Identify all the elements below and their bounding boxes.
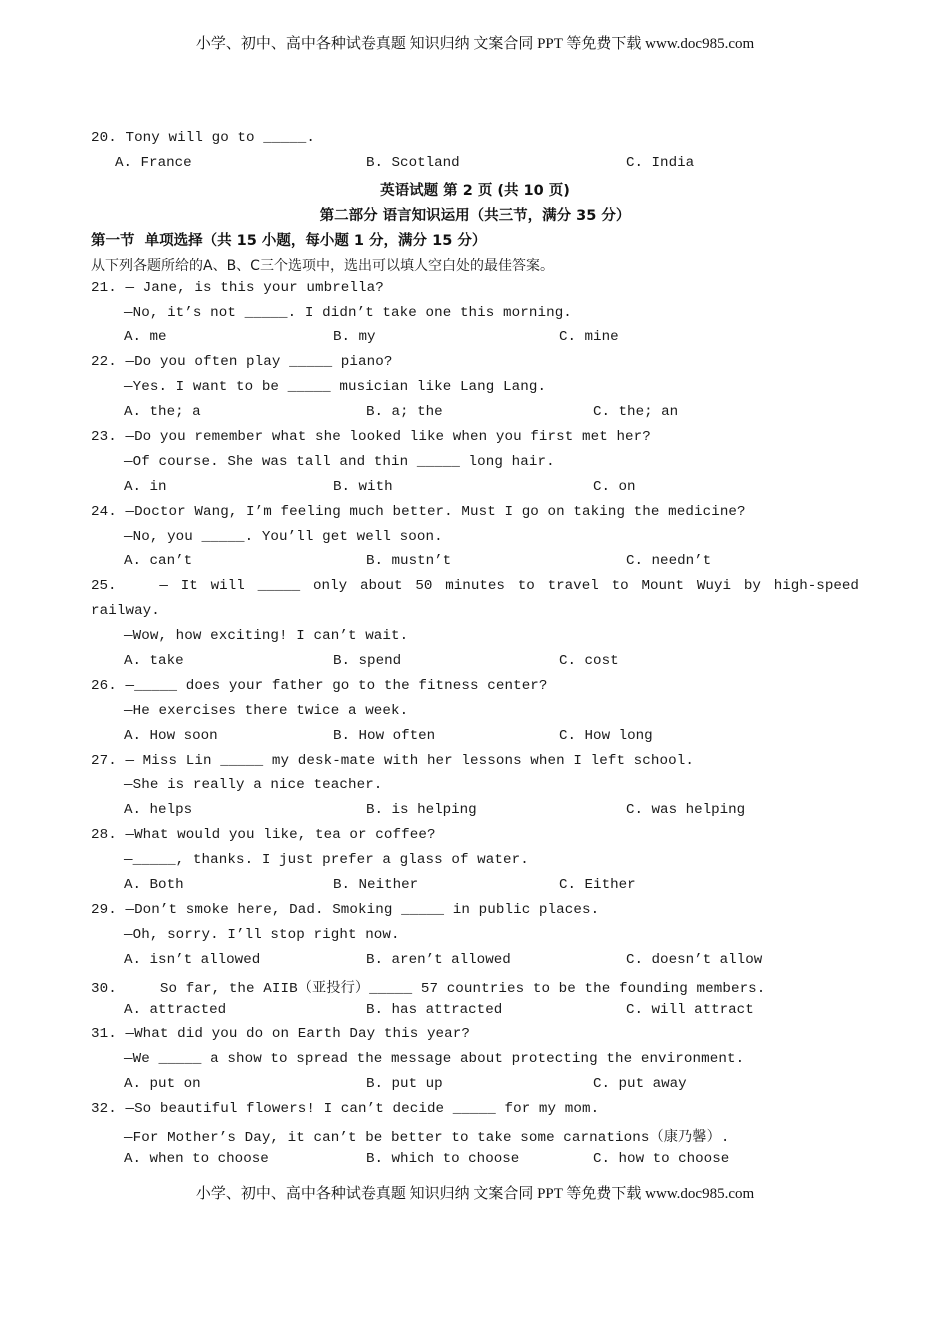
q30-option-b: B. has attracted — [366, 1002, 503, 1018]
page-header: 小学、初中、高中各种试卷真题 知识归纳 文案合同 PPT 等免费下载 www.doc985.com — [195, 36, 755, 52]
q26-line-1: 26. —_____ does your father go to the fitness center? — [91, 678, 548, 694]
section-title: 第一节 单项选择（共 15 小题，每小题 1 分，满分 15 分） — [91, 233, 487, 249]
q22-option-b: B. a; the — [366, 404, 443, 420]
q28-line-2: —_____, thanks. I just prefer a glass of water. — [124, 852, 529, 868]
q23-option-b: B. with — [333, 479, 393, 495]
q29-option-c: C. doesn’t allow — [626, 952, 763, 968]
q31-option-c: C. put away — [593, 1076, 687, 1092]
question-20-stem: 20. Tony will go to _____. — [91, 130, 315, 146]
q23-line-2: —Of course. She was tall and thin _____ long hair. — [124, 454, 555, 470]
q31-line-1: 31. —What did you do on Earth Day this year? — [91, 1026, 471, 1042]
q27-line-2: —She is really a nice teacher. — [124, 777, 383, 793]
q32-line-1: 32. —So beautiful flowers! I can’t decide _____ for my mom. — [91, 1101, 600, 1117]
q23-option-c: C. on — [593, 479, 636, 495]
q20-option-b: B. Scotland — [366, 155, 460, 171]
q30-option-a: A. attracted — [124, 1002, 227, 1018]
q32-option-b: B. which to choose — [366, 1151, 520, 1167]
q25-option-b: B. spend — [333, 653, 402, 669]
q31-option-b: B. put up — [366, 1076, 443, 1092]
q22-option-a: A. the; a — [124, 404, 201, 420]
q23-option-a: A. in — [124, 479, 167, 495]
q25-line-2: railway. — [91, 603, 160, 619]
part-title: 第二部分 语言知识运用（共三节，满分 35 分） — [319, 208, 631, 224]
q25-option-a: A. take — [124, 653, 184, 669]
q31-option-a: A. put on — [124, 1076, 201, 1092]
q30-line-1: 30. So far, the AIIB（亚投行）_____ 57 countries to be the founding members. — [91, 981, 766, 997]
q27-line-1: 27. — Miss Lin _____ my desk-mate with her lessons when I left school. — [91, 753, 694, 769]
q26-option-c: C. How long — [559, 728, 653, 744]
q32-line-2: —For Mother’s Day, it can’t be better to take some carnations（康乃馨）. — [124, 1130, 730, 1146]
q29-line-1: 29. —Don’t smoke here, Dad. Smoking _____ in public places. — [91, 902, 600, 918]
q24-option-b: B. mustn’t — [366, 553, 452, 569]
q31-line-2: —We _____ a show to spread the message about protecting the environment. — [124, 1051, 745, 1067]
q28-option-c: C. Either — [559, 877, 636, 893]
q29-line-2: —Oh, sorry. I’ll stop right now. — [124, 927, 400, 943]
q22-option-c: C. the; an — [593, 404, 679, 420]
q24-line-1: 24. —Doctor Wang, I’m feeling much better. Must I go on taking the medicine? — [91, 504, 746, 520]
q27-option-a: A. helps — [124, 802, 193, 818]
q25-line-1: 25. — It will _____ only about 50 minutes to travel to Mount Wuyi by high-speed — [91, 578, 859, 594]
q30-option-c: C. will attract — [626, 1002, 754, 1018]
q21-line-1: 21. — Jane, is this your umbrella? — [91, 280, 384, 296]
q29-option-a: A. isn’t allowed — [124, 952, 261, 968]
q21-line-2: —No, it’s not _____. I didn’t take one this morning. — [124, 305, 572, 321]
q24-option-c: C. needn’t — [626, 553, 712, 569]
page-footer: 小学、初中、高中各种试卷真题 知识归纳 文案合同 PPT 等免费下载 www.doc985.com — [195, 1186, 755, 1202]
q21-option-b: B. my — [333, 329, 376, 345]
page-number-label: 英语试题 第 2 页 (共 10 页) — [380, 183, 570, 199]
q22-line-1: 22. —Do you often play _____ piano? — [91, 354, 393, 370]
q27-option-b: B. is helping — [366, 802, 477, 818]
q32-option-c: C. how to choose — [593, 1151, 730, 1167]
q22-line-2: —Yes. I want to be _____ musician like Lang Lang. — [124, 379, 547, 395]
q24-line-2: —No, you _____. You’ll get well soon. — [124, 529, 443, 545]
q23-line-1: 23. —Do you remember what she looked like when you first met her? — [91, 429, 651, 445]
q28-line-1: 28. —What would you like, tea or coffee? — [91, 827, 436, 843]
instructions: 从下列各题所给的A、B、C三个选项中，选出可以填人空白处的最佳答案。 — [91, 258, 554, 274]
q32-option-a: A. when to choose — [124, 1151, 269, 1167]
q25-option-c: C. cost — [559, 653, 619, 669]
q26-option-b: B. How often — [333, 728, 436, 744]
q28-option-a: A. Both — [124, 877, 184, 893]
q26-option-a: A. How soon — [124, 728, 218, 744]
q24-option-a: A. can’t — [124, 553, 193, 569]
q21-option-c: C. mine — [559, 329, 619, 345]
q20-option-c: C. India — [626, 155, 695, 171]
q21-option-a: A. me — [124, 329, 167, 345]
q26-line-2: —He exercises there twice a week. — [124, 703, 409, 719]
q25-line-3: —Wow, how exciting! I can’t wait. — [124, 628, 409, 644]
q27-option-c: C. was helping — [626, 802, 746, 818]
q29-option-b: B. aren’t allowed — [366, 952, 511, 968]
q28-option-b: B. Neither — [333, 877, 419, 893]
q20-option-a: A. France — [115, 155, 192, 171]
